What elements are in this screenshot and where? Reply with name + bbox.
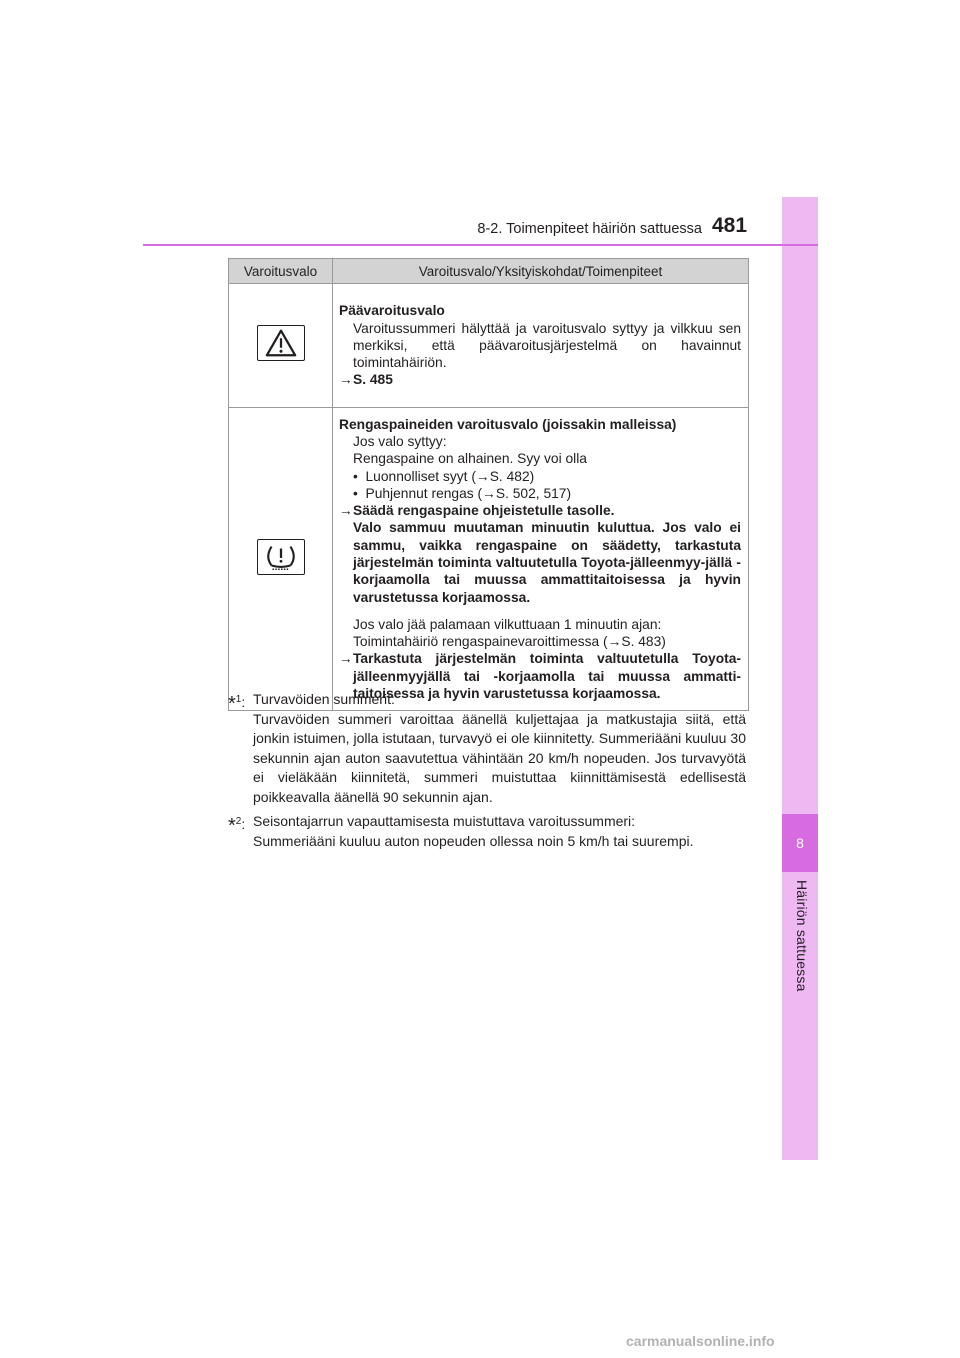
icon-cell: [229, 284, 333, 408]
row-title: Rengaspaineiden varoitusvalo (joissakin malleissa): [339, 416, 677, 432]
cause-text: Toimintahäiriö rengaspainevaroittimessa (→S. 483): [353, 634, 666, 650]
footnote-2: [228, 812, 746, 851]
table-header-row: [229, 259, 749, 284]
table-row: [229, 408, 749, 711]
footnote-text: Turvavöiden summeri varoittaa äänellä kuljettajaa ja matkustajia siitä, että jonkin istuimen, jolla istutaan, turvavyö ei ole kiinnitetty. Summeriääni kuuluu 30 sekunnin ajan auton saavutettua vähintään 20 km/h nopeuden. Jos turvavyötä ei vieläkään kiinnitetä, summeri muistuttaa kiinnittämisestä edellisestä poikkeavalla äänellä 90 sekunnin ajan.: [253, 710, 746, 805]
footnote-title: Turvavöiden summerit:: [253, 691, 395, 707]
col-header-details: Varoitusvalo/Yksityiskohdat/Toimenpiteet: [333, 259, 749, 284]
footnote-text: Summeriääni kuuluu auton nopeuden ollessa noin 5 km/h tai suurempi.: [253, 832, 694, 849]
chapter-title-vertical: Häiriön sattuessa: [794, 880, 810, 992]
cause-text: Rengaspaine on alhainen. Syy voi olla: [353, 451, 587, 467]
action-title: →Säädä rengaspaine ohjeistetulle tasolle.: [339, 503, 615, 519]
condition-text: Jos valo syttyy:: [353, 433, 447, 449]
page-number: 481: [712, 214, 748, 237]
header-rule: [143, 244, 818, 246]
action-detail: → Tarkastuta järjestelmän toiminta valtuutetulla Toyota-jälleenmyyjällä tai -korjaamolla tai muussa ammatti-taitoisessa ja hyvin varustetussa korjaamossa.: [339, 651, 741, 702]
footnote-title: Seisontajarrun vapauttamisesta muistuttava varoitussummeri:: [253, 813, 636, 829]
section-title: 8-2. Toimenpiteet häiriön sattuessa: [477, 221, 702, 237]
side-tab-band: [782, 197, 818, 1160]
footnote-marker: *$^1$:: [228, 693, 246, 715]
tire-pressure-warning-icon: [257, 539, 305, 575]
master-warning-triangle-icon: [257, 325, 305, 361]
footnote-1: [228, 690, 746, 808]
watermark: carmanualsonline.info: [626, 1333, 775, 1349]
footnote-marker: *$^2$:: [228, 815, 246, 837]
list-item: • Puhjennut rengas (→S. 502, 517): [353, 485, 572, 501]
action-detail: Valo sammuu muutaman minuutin kuluttua. Jos valo ei sammu, vaikka rengaspaine on säädetty, tarkastuta järjestelmän toiminta valtuutetulla Toyota-jälleenmyy-jällä -korjaamolla tai muussa ammattitaitoisessa ja hyvin varustetussa korjaamossa.: [353, 520, 741, 605]
condition-text: Jos valo jää palamaan vilkuttuaan 1 minuutin ajan:: [353, 616, 662, 632]
table-row: [229, 284, 749, 408]
row-title: Päävaroitusvalo: [339, 303, 445, 319]
icon-cell: [229, 408, 333, 711]
chapter-number: 8: [796, 835, 804, 851]
details-cell: [333, 408, 749, 711]
chapter-number-tab: [782, 814, 818, 872]
warning-light-table: [228, 258, 749, 711]
page-reference: →S. 485: [339, 372, 393, 388]
row-description: Varoitussummeri hälyttää ja varoitusvalo syttyy ja vilkkuu sen merkiksi, että päävaroitusjärjestelmä on havainnut toimintahäiriön.: [353, 320, 741, 371]
details-cell: [333, 284, 749, 408]
list-item: • Luonnolliset syyt (→S. 482): [353, 468, 535, 484]
col-header-light: Varoitusvalo: [229, 259, 333, 284]
